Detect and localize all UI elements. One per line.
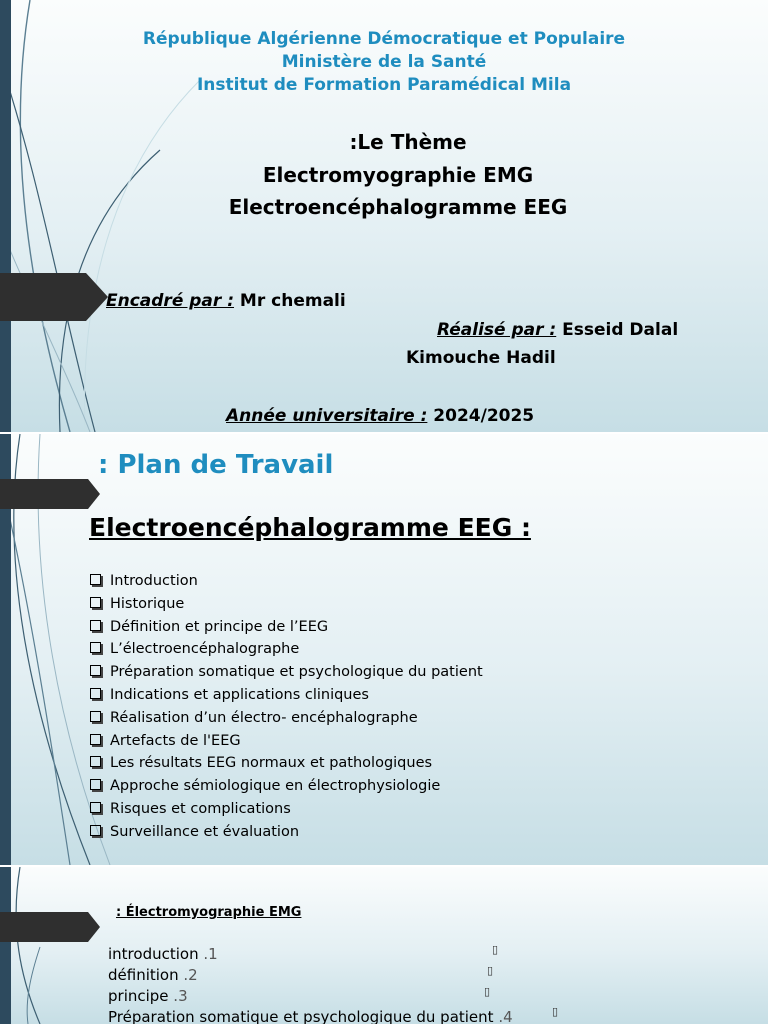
section-tab — [0, 479, 100, 509]
checkbox-bullet-icon — [90, 734, 101, 745]
slide-emg — [0, 867, 768, 1024]
supervised-name: Mr chemali — [234, 291, 346, 311]
list-item: Indications et applications cliniques — [88, 684, 483, 707]
supervised-label: Encadré par : — [106, 291, 235, 311]
decorative-curves — [0, 867, 120, 1024]
symbol-glyph-icon: ▯ — [487, 964, 494, 977]
checkbox-bullet-icon — [90, 802, 101, 813]
symbol-glyph-icon: ▯ — [492, 943, 499, 956]
list-item: Historique — [88, 593, 483, 616]
header-line-3: Institut de Formation Paramédical Mila — [196, 75, 572, 95]
year-value: 2024/2025 — [427, 406, 535, 426]
symbol-glyph-icon: ▯ — [552, 1005, 559, 1018]
checkbox-bullet-icon — [90, 620, 101, 631]
slide-title — [0, 0, 768, 432]
header-line-1: République Algérienne Démocratique et Populaire — [142, 29, 626, 49]
list-item: L’électroencéphalographe — [88, 638, 483, 661]
list-item: Introduction — [88, 570, 483, 593]
emg-item-3: principe .3 — [108, 987, 188, 1005]
checkbox-bullet-icon — [90, 574, 101, 585]
list-item: Les résultats EEG normaux et pathologiques — [88, 752, 483, 775]
list-item: Risques et complications — [88, 798, 483, 821]
list-item: Approche sémiologique en électrophysiologie — [88, 775, 483, 798]
plan-list — [88, 570, 483, 844]
plan-title: : Plan de Travail — [98, 450, 334, 480]
checkbox-bullet-icon — [90, 665, 101, 676]
list-item: Surveillance et évaluation — [88, 821, 483, 844]
theme-eeg: Electroencéphalogramme EEG — [228, 195, 568, 219]
made-label: Réalisé par : — [437, 320, 557, 340]
theme-label: :Le Thème — [349, 130, 467, 154]
list-item: Définition et principe de l’EEG — [88, 616, 483, 639]
slide-plan — [0, 434, 768, 865]
list-item: Préparation somatique et psychologique du patient — [88, 661, 483, 684]
year-label: Année universitaire : — [226, 406, 428, 426]
made-by — [437, 320, 678, 340]
checkbox-bullet-icon — [90, 688, 101, 699]
checkbox-bullet-icon — [90, 756, 101, 767]
section-tab — [0, 912, 100, 942]
emg-item-1: introduction .1 — [108, 945, 218, 963]
academic-year — [226, 406, 534, 426]
checkbox-bullet-icon — [90, 825, 101, 836]
supervised-by — [106, 291, 346, 311]
made-name-1: Esseid Dalal — [556, 320, 679, 340]
section-tab — [0, 273, 108, 321]
left-edge-bar — [0, 867, 11, 1024]
checkbox-bullet-icon — [90, 711, 101, 722]
symbol-glyph-icon: ▯ — [484, 985, 491, 998]
list-item: Artefacts de l'EEG — [88, 730, 483, 753]
made-name-2: Kimouche Hadil — [406, 348, 556, 368]
emg-item-4: Préparation somatique et psychologique du patient .4 — [108, 1008, 513, 1024]
checkbox-bullet-icon — [90, 779, 101, 790]
eeg-section-title: Electroencéphalogramme EEG : — [89, 513, 531, 542]
theme-emg: Electromyographie EMG — [262, 163, 534, 187]
emg-section-title: : Électromyographie EMG — [116, 905, 302, 920]
emg-item-2: définition .2 — [108, 966, 198, 984]
list-item: Réalisation d’un électro- encéphalographe — [88, 707, 483, 730]
header-line-2: Ministère de la Santé — [281, 52, 487, 72]
checkbox-bullet-icon — [90, 642, 101, 653]
checkbox-bullet-icon — [90, 597, 101, 608]
